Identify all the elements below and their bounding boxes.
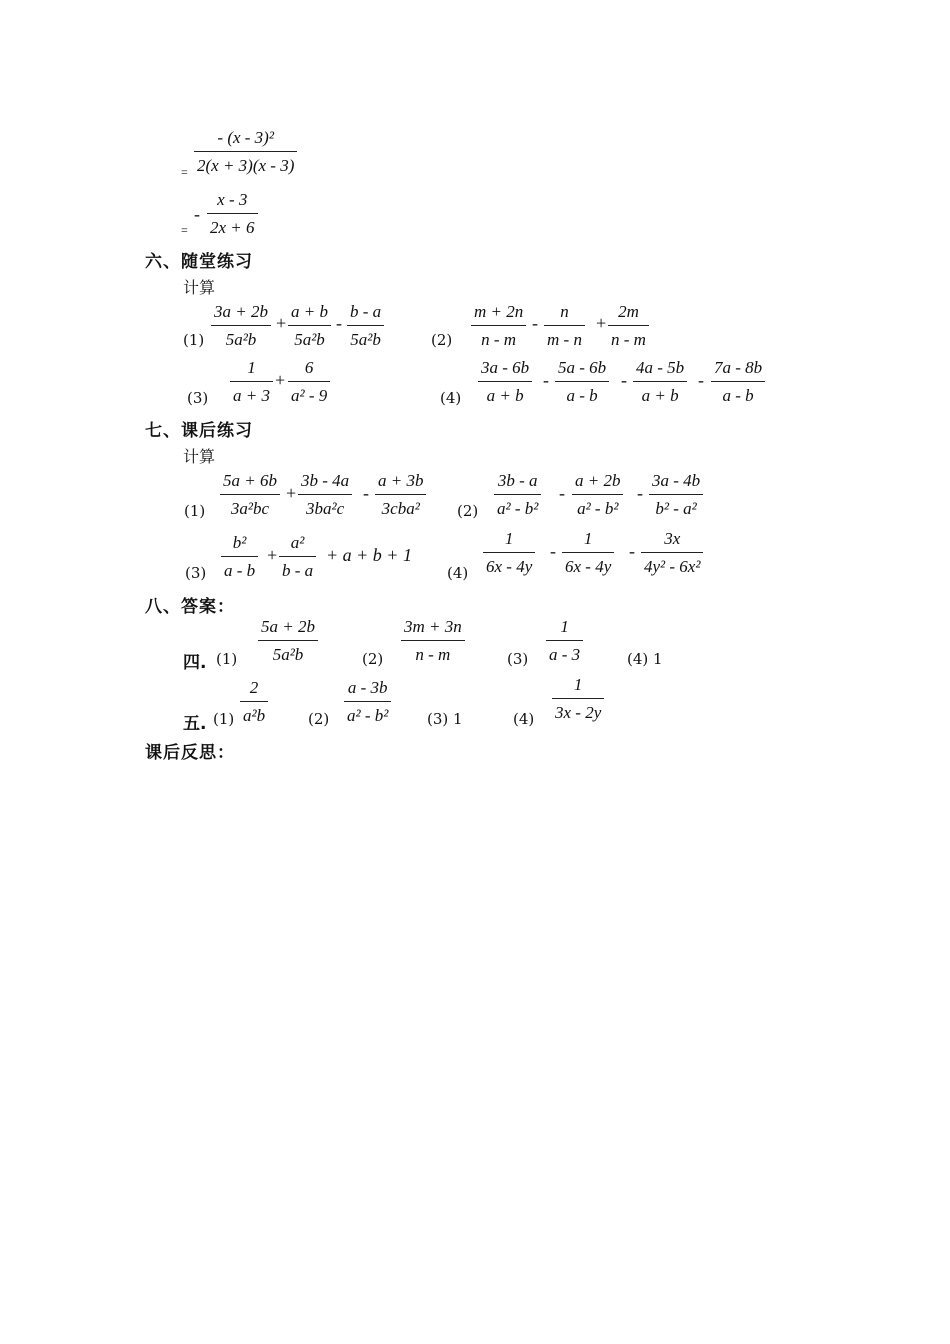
numerator: 2: [249, 678, 259, 697]
fraction: [552, 675, 604, 723]
fraction: [633, 358, 687, 406]
denominator: 3a²bc: [230, 499, 270, 518]
numerator: b - a: [350, 302, 382, 321]
operator: -: [550, 541, 556, 561]
denominator: 5a²b: [294, 330, 325, 349]
fraction: [649, 471, 703, 519]
denominator: n - m: [481, 330, 517, 349]
numerator: a + b: [291, 302, 328, 321]
answer-label: (4): [513, 710, 535, 728]
denominator: 2x + 6: [210, 218, 255, 237]
denominator: a + 3: [233, 386, 270, 405]
denominator: a - b: [224, 561, 256, 580]
denominator: 4y² - 6x²: [644, 557, 701, 576]
denominator: 3x - 2y: [555, 703, 602, 722]
answer-label: (1): [216, 650, 238, 668]
denominator: b - a: [282, 561, 314, 580]
fraction: [471, 302, 526, 350]
denominator: 5a²b: [225, 330, 257, 349]
operator: -: [637, 483, 643, 503]
fraction: [544, 302, 585, 350]
denominator: a - 3: [549, 645, 581, 664]
numerator: 7a - 8b: [714, 358, 763, 377]
fraction: [562, 529, 614, 577]
operator: +: [267, 545, 278, 565]
answer-label: (4) 1: [627, 650, 663, 668]
step-fraction-2: [207, 190, 258, 238]
fraction: [711, 358, 765, 406]
fraction: [230, 358, 273, 406]
numerator: 6: [304, 358, 314, 377]
fraction: [344, 678, 391, 726]
numerator: 3b - 4a: [301, 471, 350, 490]
operator: -: [532, 313, 538, 333]
denominator: m - n: [547, 330, 582, 349]
operator: -: [543, 370, 549, 390]
numerator: a - 3b: [347, 678, 388, 697]
denominator: a² - b²: [577, 499, 619, 518]
problem-label: (3): [185, 564, 207, 582]
answer-label: (3): [507, 650, 529, 668]
equals-sign: =: [181, 223, 188, 237]
fraction: [221, 533, 258, 581]
numerator: - (x - 3)²: [217, 128, 274, 147]
fraction: [288, 358, 330, 406]
numerator: 2m: [618, 302, 639, 321]
numerator: 3a + 2b: [214, 302, 268, 321]
operator: -: [698, 370, 704, 390]
fraction: [375, 471, 426, 519]
problem-label: (1): [183, 331, 205, 349]
denominator: n - m: [415, 645, 451, 664]
denominator: 5a²b: [350, 330, 381, 349]
answer-label: (1): [213, 710, 235, 728]
operator: -: [629, 541, 635, 561]
section-6-heading: 六、随堂练习: [145, 252, 253, 272]
fraction: [401, 617, 465, 665]
denominator: 3ba²c: [306, 499, 345, 518]
numerator: n: [560, 302, 569, 321]
operator: -: [559, 483, 565, 503]
denominator: a² - b²: [497, 499, 539, 518]
numerator: 3a - 4b: [652, 471, 701, 490]
fraction: [494, 471, 541, 519]
denominator: a - b: [722, 386, 754, 405]
problem-label: (4): [440, 389, 462, 407]
fraction: [211, 302, 271, 350]
numerator: 5a + 6b: [223, 471, 277, 490]
operator: +: [276, 313, 287, 333]
operator: +: [275, 370, 286, 390]
numerator: 1: [247, 358, 256, 377]
fraction: [347, 302, 384, 350]
answer-label: (2): [308, 710, 330, 728]
denominator: 2(x + 3)(x - 3): [197, 156, 295, 175]
numerator: m + 2n: [474, 302, 524, 321]
operator: +: [286, 483, 297, 503]
section-7-subheading: 计算: [183, 447, 216, 466]
equals-sign: =: [181, 165, 188, 179]
problem-label: (2): [431, 331, 453, 349]
fraction: [478, 358, 532, 406]
denominator: a²b: [243, 706, 266, 725]
problem-label: (1): [184, 502, 206, 520]
numerator: a + 3b: [378, 471, 424, 490]
fraction: [220, 471, 280, 519]
fraction: [546, 617, 583, 665]
numerator: 3a - 6b: [481, 358, 530, 377]
numerator: 3x: [664, 529, 681, 548]
numerator: a + 2b: [575, 471, 621, 490]
numerator: 1: [583, 529, 593, 548]
section-7-heading: 七、课后练习: [145, 421, 253, 441]
fraction: [258, 617, 318, 665]
numerator: 3m + 3n: [404, 617, 462, 636]
answer-label: (3) 1: [427, 710, 463, 728]
denominator: a + b: [486, 386, 524, 405]
section-6-subheading: 计算: [183, 278, 216, 297]
reflection-heading: 课后反思：: [145, 743, 235, 763]
denominator: a - b: [566, 386, 598, 405]
problem-label: (4): [447, 564, 469, 582]
fraction: [240, 678, 268, 726]
problem-label: (3): [187, 389, 209, 407]
operator: -: [363, 483, 369, 503]
operator: +: [596, 313, 607, 333]
numerator: 1: [573, 675, 583, 694]
denominator: 3cba²: [381, 499, 420, 518]
fraction: [279, 533, 316, 581]
step-fraction-1: [194, 128, 297, 176]
fraction: [641, 529, 703, 577]
fraction: [288, 302, 331, 350]
fraction: [608, 302, 649, 350]
answer-row-title: 四.: [183, 653, 207, 673]
problem-label: (2): [457, 502, 479, 520]
section-8-heading: 八、答案：: [145, 597, 235, 617]
numerator: b²: [232, 533, 247, 552]
answer-row-title: 五.: [183, 714, 207, 734]
numerator: 5a - 6b: [558, 358, 607, 377]
numerator: 3b - a: [497, 471, 538, 490]
denominator: a + b: [641, 386, 679, 405]
denominator: b² - a²: [655, 499, 697, 518]
fraction: [483, 529, 535, 577]
numerator: 4a - 5b: [636, 358, 685, 377]
denominator: a² - b²: [347, 706, 389, 725]
denominator: 6x - 4y: [565, 557, 612, 576]
denominator: 5a²b: [272, 645, 304, 664]
numerator: 1: [560, 617, 569, 636]
numerator: 1: [504, 529, 514, 548]
fraction: [298, 471, 352, 519]
numerator: x - 3: [217, 190, 248, 209]
denominator: n - m: [611, 330, 646, 349]
answer-label: (2): [362, 650, 384, 668]
expression-tail: + a + b + 1: [326, 545, 412, 565]
numerator: 5a + 2b: [261, 617, 315, 636]
minus-sign: -: [194, 204, 200, 224]
fraction: [555, 358, 609, 406]
denominator: 6x - 4y: [486, 557, 533, 576]
numerator: a²: [290, 533, 305, 552]
operator: -: [621, 370, 627, 390]
denominator: a² - 9: [291, 386, 328, 405]
operator: -: [336, 313, 342, 333]
fraction: [572, 471, 623, 519]
